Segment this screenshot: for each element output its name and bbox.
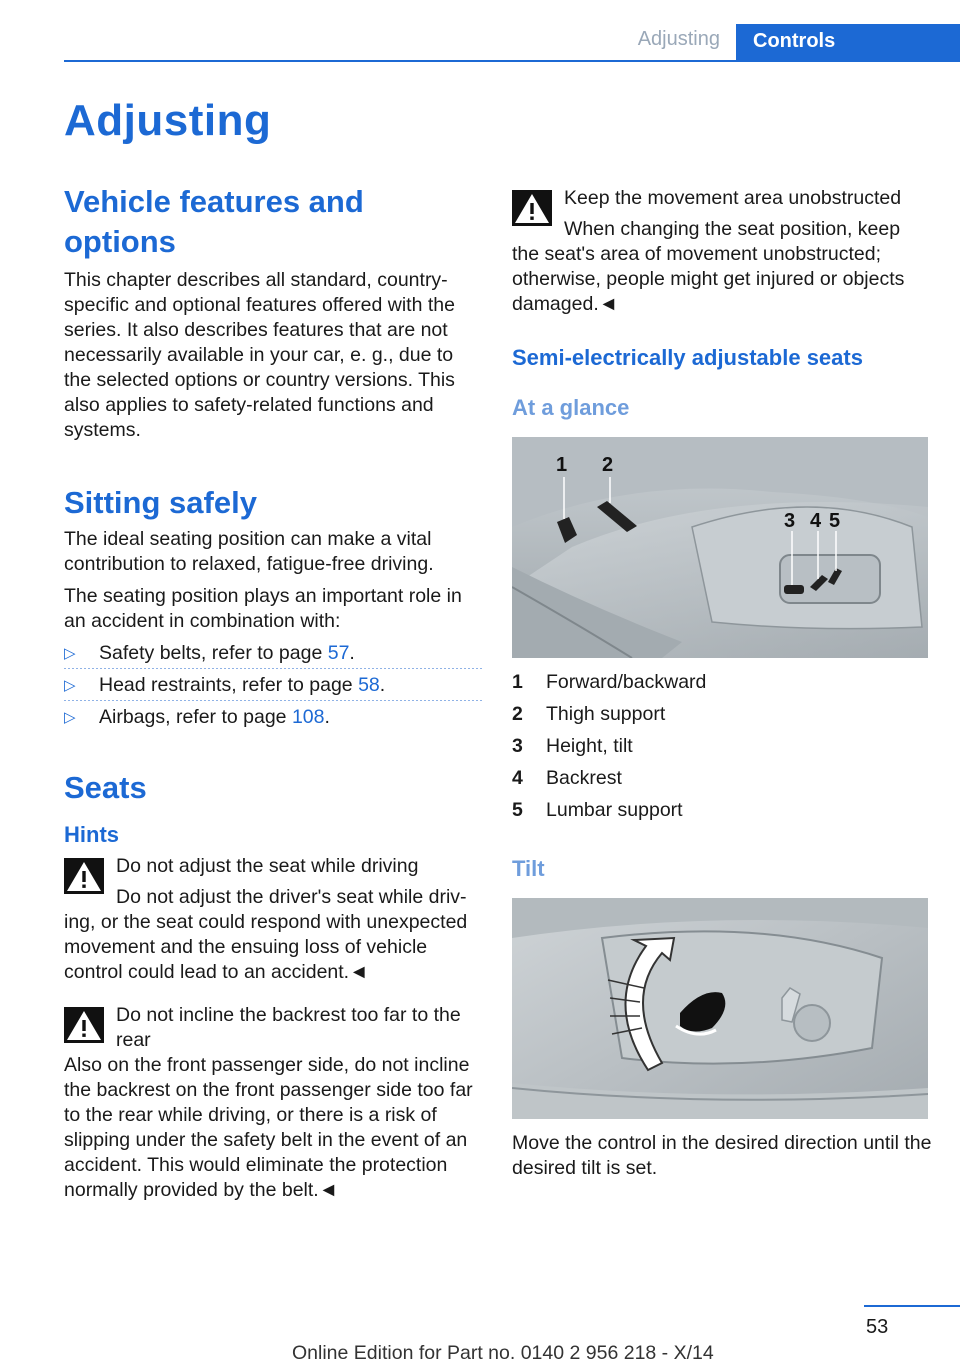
legend-label: Thigh support — [546, 703, 666, 725]
warning-text-rest: the seat's area of movement unobstructed; otherwise, people might get injured or objects damaged.◄ — [512, 243, 905, 315]
safety-bullet-list — [64, 641, 484, 730]
tilt-instruction-text: Move the control in the desired direction until the desired tilt is set. — [512, 1132, 932, 1179]
left-column — [64, 182, 484, 1203]
bullet-safety-belts: ▷ Safety belts, refer to page 57. — [64, 642, 355, 664]
heading-semi-electric-seats: Semi-electrically adjustable seats — [512, 345, 863, 370]
legend-label: Lumbar support — [546, 799, 683, 821]
legend-number: 1 — [512, 671, 523, 693]
seat-controls-illustration — [512, 437, 928, 658]
sitting-safely-p2: The seating position plays an important role in an accident in combination with: — [64, 585, 462, 632]
page-link-57[interactable]: 57 — [327, 642, 350, 664]
bullet-head-restraints: ▷ Head restraints, refer to page 58. — [64, 673, 484, 698]
right-column — [512, 186, 932, 1181]
legend-row — [512, 698, 932, 730]
heading-vehicle-features: Vehicle features and options — [64, 184, 364, 259]
legend-row — [512, 730, 932, 762]
warning-seat-driving — [64, 854, 484, 985]
header-section-label: Adjusting — [637, 28, 720, 50]
figure-label-5: 5 — [829, 510, 841, 532]
warning-triangle-icon — [512, 190, 552, 226]
bullet-triangle-icon: ▷ — [64, 645, 76, 662]
figure-label-1: 1 — [556, 454, 568, 476]
heading-tilt: Tilt — [512, 856, 545, 881]
heading-seats: Seats — [64, 770, 147, 805]
legend-label: Forward/backward — [546, 671, 707, 693]
heading-at-a-glance: At a glance — [512, 395, 630, 420]
bullet-triangle-icon: ▷ — [64, 709, 76, 726]
page-number: 53 — [866, 1316, 889, 1338]
figure-label-4: 4 — [810, 510, 822, 532]
legend-number: 5 — [512, 799, 523, 821]
warning-text-first: When changing the seat position, keep — [564, 218, 901, 240]
page-link-108[interactable]: 108 — [291, 706, 325, 728]
page-link-58[interactable]: 58 — [358, 674, 380, 696]
seat-controls-legend — [512, 666, 932, 826]
heading-hints: Hints — [64, 822, 119, 847]
legend-label: Height, tilt — [546, 735, 633, 757]
tilt-control-illustration — [512, 898, 928, 1119]
warning-title: Keep the movement area unobstructed — [564, 187, 902, 209]
warning-text-first: Do not adjust the driver's seat while driv- — [116, 886, 467, 908]
legend-row — [512, 762, 932, 794]
header-rule — [64, 60, 960, 62]
warning-text: Also on the front passenger side, do not incline the backrest on the front passenger side too far to the rear while driving, or there is a risk of slipping under the safety belt in the event of an accident. This would eliminate the protection normally provided by the belt.◄ — [64, 1054, 473, 1201]
legend-number: 3 — [512, 735, 523, 757]
tilt-control-figure — [512, 898, 928, 1119]
heading-sitting-safely: Sitting safely — [64, 485, 257, 520]
legend-label: Backrest — [546, 767, 622, 789]
warning-text-rest: ing, or the seat could respond with unexpected movement and the ensuing loss of vehicle control could lead to an accident.◄ — [64, 911, 468, 983]
legend-row — [512, 794, 932, 826]
warning-title: Do not incline the backrest too far to the rear — [116, 1004, 461, 1051]
warning-backrest — [64, 1003, 484, 1203]
figure-label-2: 2 — [602, 454, 614, 476]
header-tab-controls — [736, 24, 960, 62]
figure-label-3: 3 — [784, 510, 796, 532]
footer-edition-text: Online Edition for Part no. 0140 2 956 218 - X/14 — [292, 1342, 714, 1362]
legend-number: 4 — [512, 767, 523, 789]
header-tab-label: Controls — [753, 30, 836, 52]
warning-triangle-icon — [64, 1007, 104, 1043]
vehicle-features-text: This chapter describes all standard, country-specific and optional features offered with the series. It also describes features that are not necessarily available in your car, e. g., due to the selected options or country versions. This also applies to safety-related functions and systems. — [64, 269, 455, 441]
bullet-triangle-icon: ▷ — [64, 677, 76, 694]
legend-row — [512, 666, 932, 698]
page-title: Adjusting — [64, 96, 272, 145]
page-header — [0, 0, 960, 62]
warning-movement-area — [512, 186, 932, 317]
footer-rule — [864, 1305, 960, 1307]
legend-number: 2 — [512, 703, 523, 725]
warning-title: Do not adjust the seat while driving — [116, 855, 419, 877]
warning-triangle-icon — [64, 858, 104, 894]
seat-controls-figure — [512, 437, 928, 658]
bullet-airbags: ▷ Airbags, refer to page 108. — [64, 705, 484, 730]
sitting-safely-p1: The ideal seating position can make a vital contribution to relaxed, fatigue-free driving. — [64, 528, 434, 575]
